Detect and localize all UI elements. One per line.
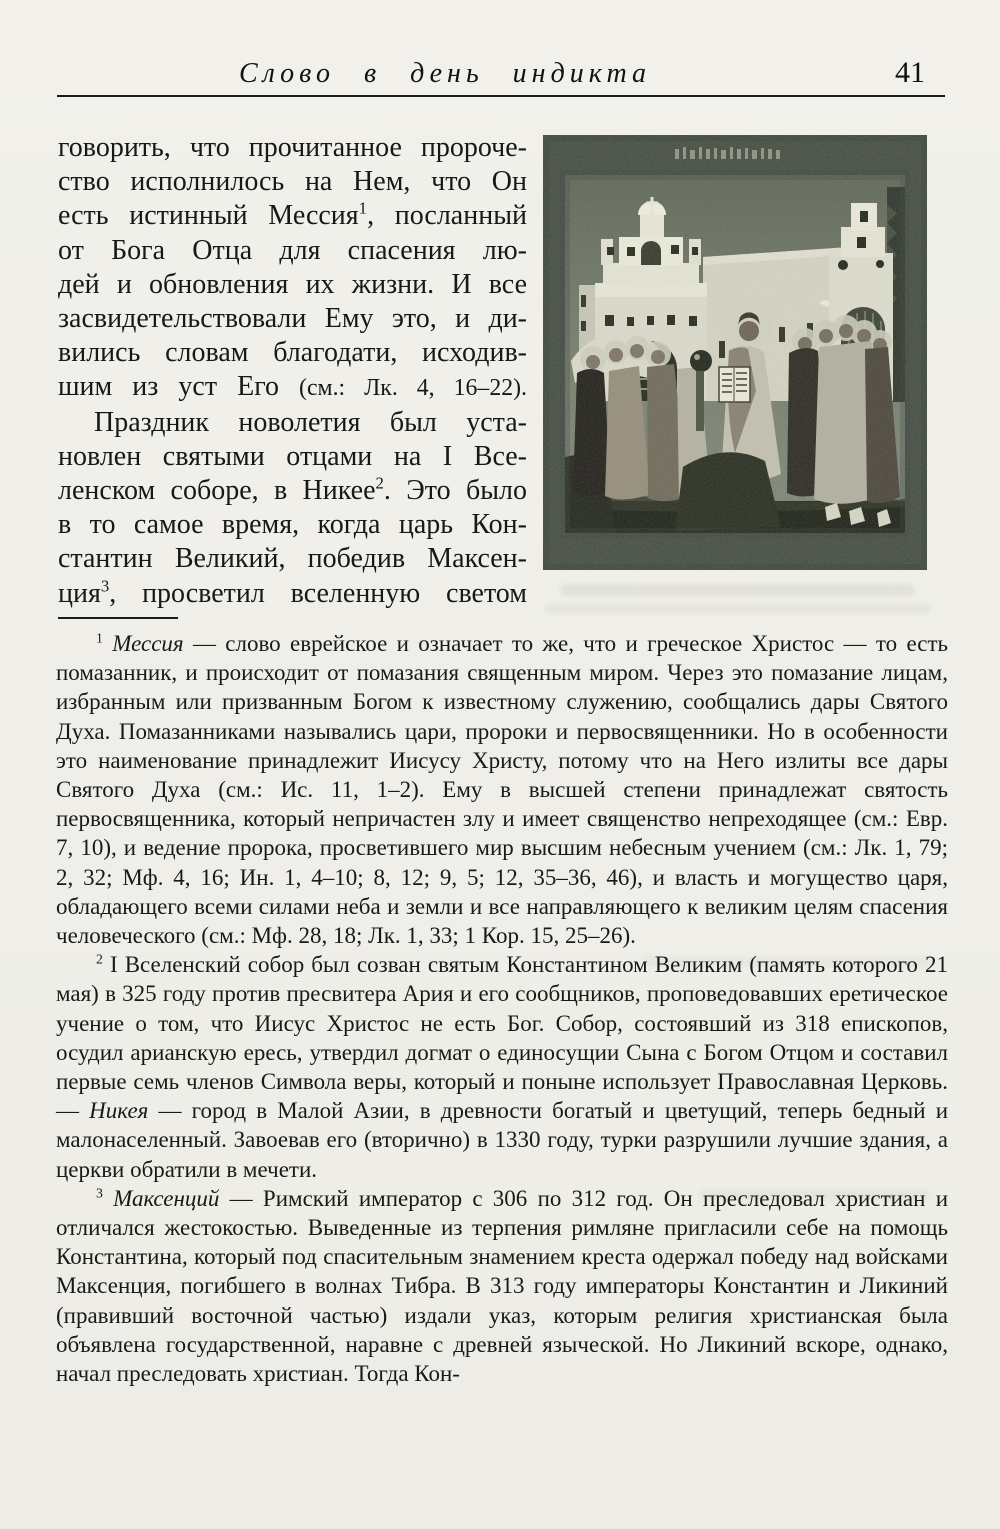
body-line: от Бога Отца для спасения лю-	[58, 234, 527, 266]
body-line: ство исполнилось на Нем, что Он	[58, 166, 527, 198]
body-line: Праздник новолетия был уста-	[94, 406, 527, 438]
body-line: засвидетельствовали Ему это, и ди-	[58, 303, 527, 335]
footnote-1: $^1$ Мессия — слово еврейское и означает то же, что и греческое Христос — то есть помазанник, и происходит от помазания священным миром. Через это помазание лицам, избранным или призванным Богом к известному служению, сообщались дары Святого Духа. Помазанниками назывались цари, пророки и первосвященники. Но в особенности это наименование принадлежит Иисусу Христу, потому что на Него излиты все дары Святого Духа (см.: Ис. 11, 1–2). Ему в высшей степени принадлежат святость первосвященника, который непричастен злу и имеет священство непреходящее (см.: Евр. 7, 10), и ведение пророка, просветившего мир высшим небесным учением (см.: Лк. 1, 79; 2, 32; Мф. 4, 16; Ин. 1, 4–10; 8, 12; 9, 5; 12, 35–36, 46), и власть и могущество царя, обладающего всеми силами неба и земли и все направляющего к великим целям спасения человеческого (см.: Мф. 28, 18; Лк. 1, 33; 1 Кор. 15, 25–26).	[56, 630, 948, 949]
icon-image	[543, 135, 927, 570]
body-line: вились словам благодати, исходив-	[58, 337, 527, 369]
page-title: Слово в день индикта	[238, 58, 652, 89]
body-text	[58, 131, 527, 611]
body-line: говорить, что прочитанное пророче-	[58, 132, 527, 163]
body-line: шим из уст Его (см.: Лк. 4, 16–22).	[58, 371, 527, 403]
body-line: новлен святыми отцами на I Все-	[58, 440, 527, 472]
body-line: ленском соборе, в Никее$^2$. Это было	[58, 473, 528, 507]
footnote-2: $^2$ I Вселенский собор был созван святым Константином Великим (память которого 21 мая) в 325 году против пресвитера Ария и его сообщников, проповедовавших еретическое учение о том, что Иисус Христос не есть Бог. Собор, состоявший из 318 епископов, осудил арианскую ересь, утвердил догмат о единосущии Сына с Богом Отцом и составил первые семь членов Символа веры, который и поныне использует Православная Церковь. — Никея — город в Малой Азии, в древности богатый и цветущий, теперь бедный и малонаселенный. Завоевав его (вторично) в 1330 году, турки разрушили лучшие здания, а церкви обратили в мечети.	[56, 951, 949, 1182]
body-line: стантин Великий, победив Максен-	[58, 543, 527, 575]
body-line: есть истинный Мессия$^1$, посланный	[58, 199, 528, 232]
footnotes	[56, 629, 948, 1388]
body-line: ция$^3$, просветил вселенную светом	[58, 576, 527, 609]
body-line: дей и обновления их жизни. И все	[58, 268, 527, 300]
body-line: в то самое время, когда царь Кон-	[58, 509, 527, 541]
bleedthrough-artifact	[560, 584, 915, 596]
page-number: 41	[895, 56, 925, 89]
footnote-separator	[58, 617, 178, 619]
header-rule	[57, 95, 945, 97]
bleedthrough-artifact	[545, 604, 930, 614]
footnote-3: $^3$ Максенций — Римский император с 306 по 312 год. Он преследовал христиан и отличался жестокостью. Выведенные из терпения римляне пригласили себе на помощь Константина, который под спасительным знамением креста одержал победу над войсками Максенция, погибшего в волнах Тибра. В 313 году императоры Константин и Ликиний (правивший восточной частью) издали указ, которым религия христианская была объявлена государственной, наравне с древней языческой. Но Ликиний вскоре, однако, начал преследовать христиан. Тогда Кон-	[56, 1185, 949, 1387]
